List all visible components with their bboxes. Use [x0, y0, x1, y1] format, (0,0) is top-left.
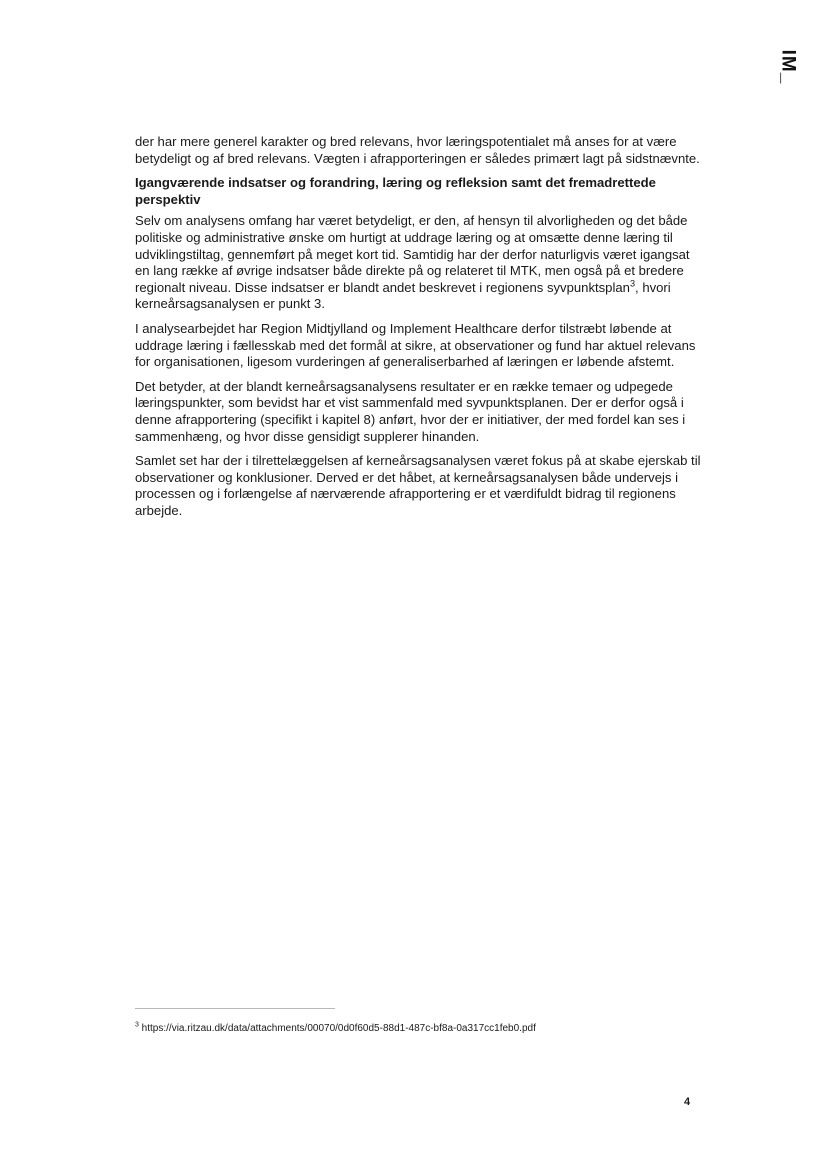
footnote-reference[interactable]: 3 [629, 278, 636, 289]
main-content [135, 134, 703, 527]
paragraph-2-text: Selv om analysens omfang har været betydeligt, er den, af hensyn til alvorligheden og det både politiske og administrative ønske om hurtigt at uddrage læring og at omsætte denne læring til udviklingstiltag, gennemført på meget kort tid. Samtidig har der derfor naturligvis været igangsat en lang række af øvrige indsatser både direkte på og relateret til MTK, men også på et bredere regionalt niveau. Disse indsatser er blandt andet beskrevet i regionens syvpunktsplan [135, 213, 690, 295]
paragraph-5: Samlet set har der i tilrettelæggelsen af kerneårsagsanalysen været fokus på at skabe ejerskab til observationer og konklusioner. Derved er det håbet, at kerneårsagsanalysen både undervejs i processen og i forlængelse af nærværende afrapportering er et værdifuldt bidrag til regionens arbejde. [135, 453, 701, 518]
section-heading: Igangværende indsatser og forandring, læring og refleksion samt det fremadrettede perspektiv [135, 175, 656, 207]
footnote-link[interactable]: https://via.ritzau.dk/data/attachments/00070/0d0f60d5-88d1-487c-bf8a-0a317cc1feb0.pdf [138, 1023, 536, 1034]
footnote-number: 3 [135, 1021, 139, 1029]
paragraph-4: Det betyder, at der blandt kerneårsagsanalysens resultater er en række temaer og udpegede læringspunkter, som bevidst har et vist sammenfald med syvpunktsplanen. Der er derfor også i denne afrapportering (specifikt i kapitel 8) anført, hvor der er initiativer, der med fordel kan ses i sammenhæng, og hvor disse gensidigt supplerer hinanden. [135, 378, 686, 444]
company-logo [772, 44, 802, 90]
page-number: 4 [684, 1096, 691, 1108]
logo-text: IM_ [777, 49, 798, 85]
footnote [135, 1023, 536, 1035]
footnote-divider [135, 1008, 335, 1009]
paragraph-1: der har mere generel karakter og bred relevans, hvor læringspotentialet må anses for at være betydeligt og af bred relevans. Vægten i afrapporteringen er således primært lagt på sidstnævnte. [135, 134, 700, 166]
paragraph-2-tail: , hvori kerneårsagsanalysen er punkt 3. [135, 279, 671, 312]
paragraph-3: I analysearbejdet har Region Midtjylland og Implement Healthcare derfor tilstræbt løbende at uddrage læring i fællesskab med det formål at sikre, at observationer og fund har aktuel relevans for organisationen, ligesom vurderingen af generaliserbarhed af læringen er løbende afstemt. [135, 320, 696, 370]
paragraph-2 [135, 213, 703, 313]
